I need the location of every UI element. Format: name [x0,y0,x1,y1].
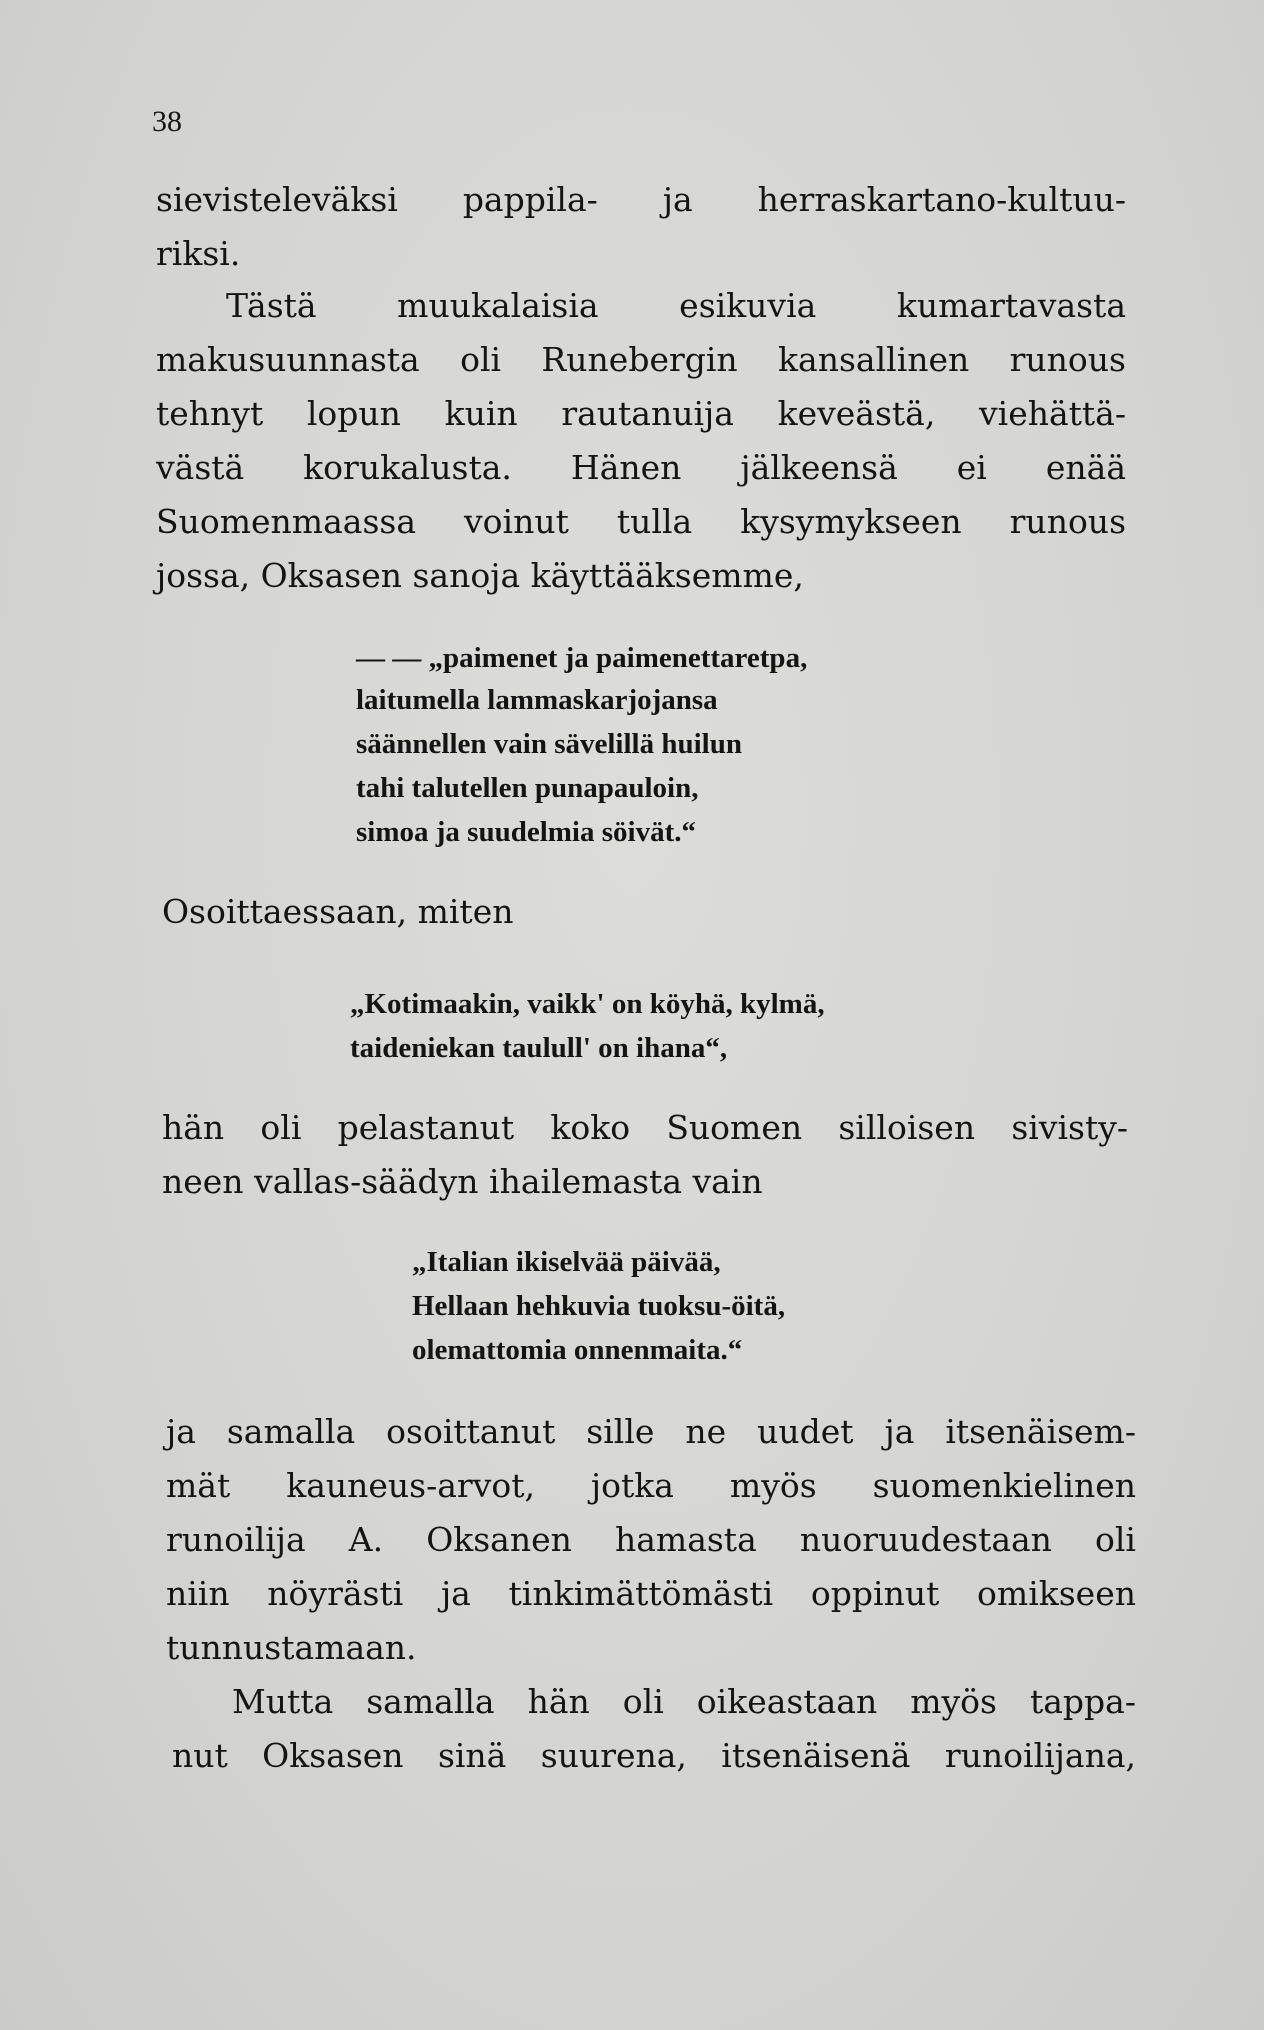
text-line: nut Oksasen sinä suurena, itsenäisenä runoilijana, [172,1736,1136,1775]
text-line: Tästä muukalaisia esikuvia kumartavasta [226,286,1126,325]
text-line: jossa, Oksasen sanoja käyttääksemme, [156,556,804,595]
verse-line: simoa ja suudelmia söivät.“ [356,816,696,848]
text-line: Mutta samalla hän oli oikeastaan myös tappa- [232,1682,1136,1721]
verse-line: taideniekan taulull' on ihana“, [350,1032,728,1064]
verse-line: laitumella lammaskarjojansa [356,684,718,716]
text-line: makusuunnasta oli Runebergin kansallinen runous [156,340,1126,379]
verse-line: säännellen vain sävelillä huilun [356,728,742,760]
verse-line: olemattomia onnenmaita.“ [412,1334,743,1366]
text-line: Osoittaessaan, miten [162,892,514,931]
text-line: ja samalla osoittanut sille ne uudet ja itsenäisem- [166,1412,1136,1451]
page-number: 38 [152,105,182,138]
text-line: runoilija A. Oksanen hamasta nuoruudestaan oli [166,1520,1136,1559]
verse-line: Hellaan hehkuvia tuoksu-öitä, [412,1290,786,1322]
verse-line: — — „paimenet ja paimenettaretpa, [356,642,808,674]
text-line: neen vallas-säädyn ihailemasta vain [162,1162,763,1201]
verse-line: „Kotimaakin, vaikk' on köyhä, kylmä, [350,988,825,1020]
text-line: tunnustamaan. [166,1628,417,1667]
text-line: hän oli pelastanut koko Suomen silloisen sivisty- [162,1108,1128,1147]
text-line: niin nöyrästi ja tinkimättömästi oppinut omikseen [166,1574,1136,1613]
text-line: mät kauneus-arvot, jotka myös suomenkielinen [166,1466,1136,1505]
text-line: västä korukalusta. Hänen jälkeensä ei enää [156,448,1126,487]
verse-line: „Italian ikiselvää päivää, [412,1246,721,1278]
text-line: riksi. [156,234,241,273]
text-line: tehnyt lopun kuin rautanuija keveästä, viehättä- [156,394,1126,433]
verse-line: tahi talutellen punapauloin, [356,772,699,804]
text-line: Suomenmaassa voinut tulla kysymykseen runous [156,502,1126,541]
text-line: sievisteleväksi pappila- ja herraskartano-kultuu- [156,180,1126,219]
